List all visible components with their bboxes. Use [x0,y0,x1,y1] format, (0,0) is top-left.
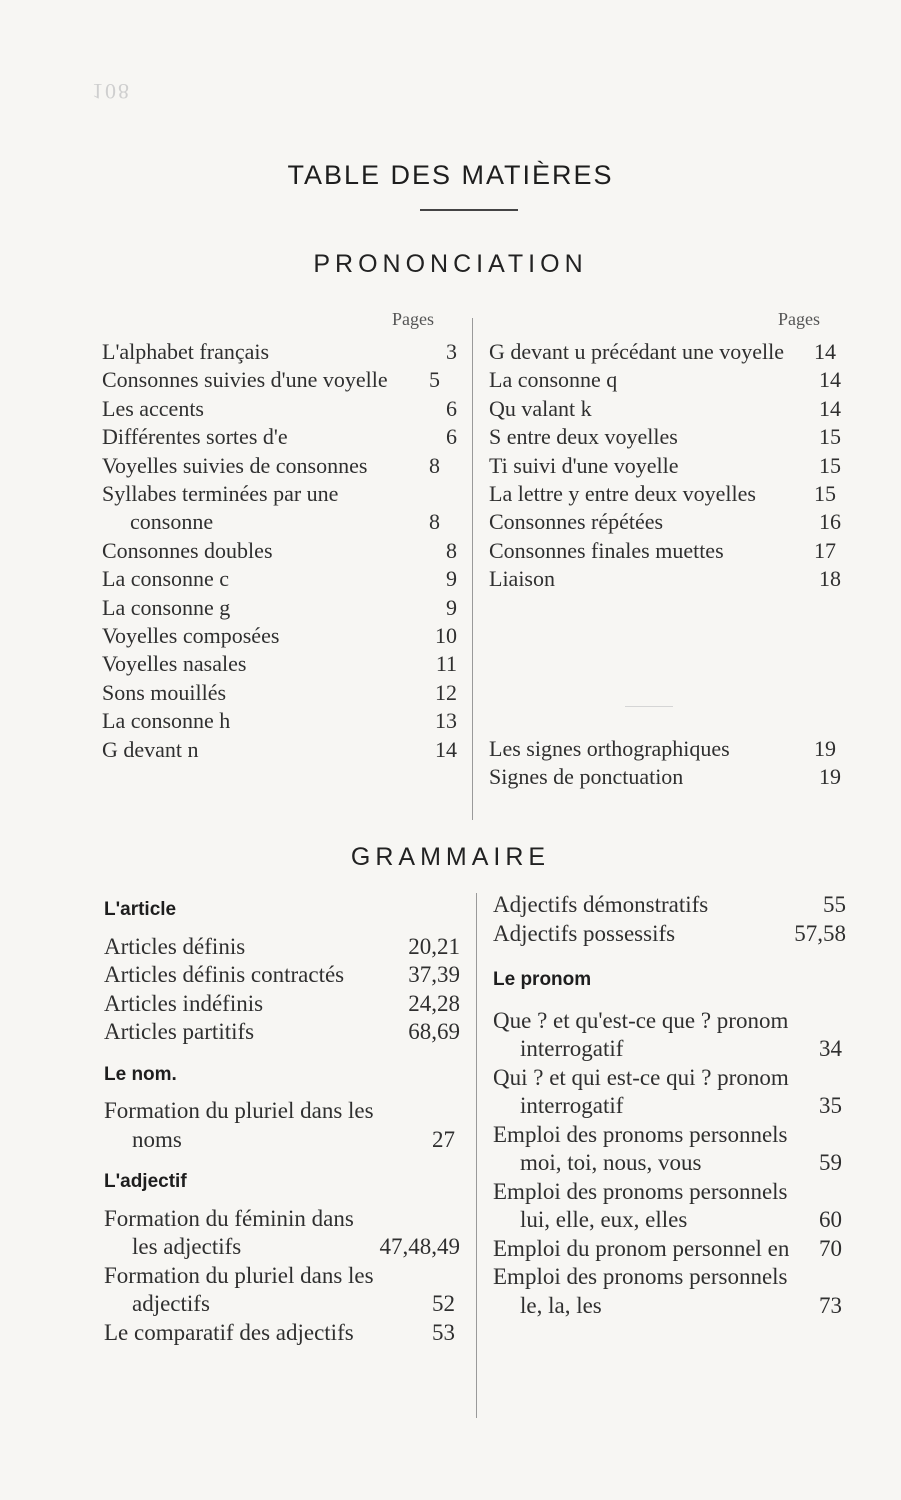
entry-page: 37,39 [408,962,460,987]
entry-label: Que ? et qu'est-ce que ? pronom interrogatif [493,1007,789,1061]
entry-page: 18 [819,566,841,592]
toc-entry[interactable]: Formation du pluriel dans les noms 27 [104,1097,460,1154]
entry-label: L'alphabet français [102,339,270,364]
toc-entry[interactable]: Consonnes suivies d'une voyelle 5 [102,366,457,394]
pronunciation-right-list [489,338,841,594]
toc-entry[interactable]: Le comparatif des adjectifs 53 [104,1319,460,1348]
entry-page: 6 [446,395,457,421]
toc-entry[interactable]: Emploi des pronoms personnels le, la, les 73 [493,1263,846,1320]
toc-entry[interactable] [489,366,841,394]
entry-label: Voyelles composées [102,623,280,649]
pronunciation-right-extra-list [489,735,841,792]
entry-label: Formation du pluriel dans les adjectifs [104,1262,374,1316]
category-heading-pronoun: Le pronom [493,969,592,990]
section-heading-pronunciation: PRONONCIATION [313,250,588,278]
entry-page: 9 [446,566,457,592]
toc-entry[interactable]: Emploi du pronom personnel en 70 [493,1235,846,1264]
toc-entry[interactable] [102,395,457,423]
toc-entry[interactable] [102,537,457,565]
toc-entry[interactable] [489,452,841,480]
entry-label: La consonne h [102,708,231,734]
entry-label: Adjectifs possessifs [493,920,676,946]
entry-label: Le comparatif des adjectifs [104,1319,354,1345]
sub-divider [625,706,673,707]
entry-label: Consonnes finales muettes [489,537,724,563]
toc-entry[interactable] [489,395,841,423]
pages-label-left: Pages [392,309,434,329]
entry-label: Articles définis contractés [104,962,345,987]
entry-label: Ti suivi d'une voyelle [489,452,679,478]
toc-entry[interactable]: Voyelles suivies de consonnes 8 [102,452,457,480]
toc-entry[interactable] [104,961,460,990]
entry-page: 15 [819,424,841,450]
entry-label: Emploi des pronoms personnels le, la, les [493,1264,788,1318]
entry-label: Qui ? et qui est-ce qui ? pronom interrogatif [493,1064,789,1118]
entry-page: 14 [435,736,457,762]
toc-entry[interactable]: La lettre y entre deux voyelles 15 [489,480,841,508]
toc-entry[interactable] [493,920,846,949]
entry-label: Les accents [102,395,204,421]
page-title: TABLE DES MATIÈRES [287,160,614,190]
entry-page: 3 [446,339,457,364]
title-divider [420,209,518,211]
toc-entry[interactable] [493,891,846,920]
toc-entry[interactable] [102,338,457,366]
entry-label: G devant u précédant une voyelle [489,339,785,364]
column-divider-grammar [476,893,477,1418]
toc-entry[interactable] [102,736,457,764]
entry-label: Emploi des pronoms personnels moi, toi, nous, vous [493,1121,788,1175]
toc-entry[interactable]: Que ? et qu'est-ce que ? pronom interrogatif 34 [493,1007,846,1064]
toc-entry[interactable] [489,508,841,536]
entry-label: Adjectifs démonstratifs [493,892,709,917]
entry-label: Emploi du pronom personnel en [493,1235,790,1261]
toc-entry[interactable]: Syllabes terminées par une consonne 8 [102,480,457,537]
toc-entry[interactable] [102,679,457,707]
toc-entry[interactable]: Les signes orthographiques 19 [489,735,841,763]
entry-label: Sons mouillés [102,679,227,705]
entry-page: 57,58 [794,920,846,946]
toc-entry[interactable] [102,594,457,622]
entry-label: La consonne g [102,594,231,620]
entry-page: 11 [435,651,457,677]
entry-page: 15 [819,452,841,478]
entry-label: Différentes sortes d'e [102,424,288,450]
entry-label: Emploi des pronoms personnels lui, elle, eux, elles [493,1178,788,1232]
entry-label: Articles partitifs [104,1019,255,1044]
grammar-left-list [104,896,460,1347]
entry-label: G devant n [102,736,199,762]
toc-entry[interactable] [489,423,841,451]
toc-entry[interactable]: Emploi des pronoms personnels lui, elle, eux, elles 60 [493,1178,846,1235]
entry-label: Formation du féminin dans les adjectifs [104,1205,354,1259]
toc-entry[interactable] [104,1018,460,1047]
entry-label: La consonne c [102,566,230,592]
entry-label: Syllabes terminées par une consonne [102,481,339,535]
toc-entry[interactable] [104,990,460,1019]
entry-page: 14 [819,367,841,393]
entry-label: Consonnes suivies d'une voyelle [102,367,388,393]
toc-entry[interactable] [489,565,841,593]
entry-page: 9 [446,594,457,620]
entry-label: Signes de ponctuation [489,764,684,790]
category-heading-adjective: L'adjectif [104,1171,187,1192]
entry-page: 12 [435,679,457,705]
toc-entry[interactable] [102,622,457,650]
toc-entry[interactable]: G devant u précédant une voyelle 14 [489,338,841,366]
toc-entry[interactable]: Formation du pluriel dans les adjectifs 52 [104,1262,460,1319]
entry-label: La lettre y entre deux voyelles [489,481,756,507]
entry-label: Consonnes doubles [102,537,273,563]
toc-entry[interactable] [104,933,460,962]
entry-label: Articles indéfinis [104,990,264,1016]
toc-entry[interactable]: Qui ? et qui est-ce qui ? pronom interrogatif 35 [493,1064,846,1121]
pronunciation-left-list [102,338,457,764]
entry-page: 47,48,49 [379,1234,460,1259]
category-heading-noun: Le nom. [104,1063,177,1085]
entry-label: Voyelles suivies de consonnes [102,452,368,478]
column-divider-pronunciation [472,318,473,820]
entry-page: 13 [435,708,457,734]
entry-page: 16 [819,509,841,535]
entry-page: 8 [446,537,457,563]
section-heading-grammar: GRAMMAIRE [350,843,551,871]
entry-page: 24,28 [408,990,460,1016]
entry-label: Voyelles nasales [102,651,247,677]
toc-entry[interactable] [102,650,457,678]
toc-entry[interactable] [102,707,457,735]
entry-page: 20,21 [408,933,460,959]
entry-label: Articles définis [104,933,246,959]
entry-label: Liaison [489,566,555,592]
category-heading-article: L'article [104,899,177,920]
entry-label: Qu valant k [489,395,592,421]
entry-label: S entre deux voyelles [489,424,678,450]
entry-page: 10 [435,623,457,649]
entry-page: 6 [446,424,457,450]
entry-page: 14 [819,395,841,421]
grammar-right-list [493,891,846,1320]
toc-entry[interactable]: Consonnes finales muettes 17 [489,537,841,565]
toc-entry[interactable] [489,763,841,791]
page-number: 108 [92,79,131,104]
entry-label: Consonnes répétées [489,509,664,535]
toc-entry[interactable] [104,1205,460,1262]
entry-label: Les signes orthographiques [489,736,730,761]
entry-page: 68,69 [408,1019,460,1044]
entry-page: 55 [823,892,846,917]
entry-label: Formation du pluriel dans les noms [104,1098,374,1152]
pages-label-right: Pages [778,309,820,329]
toc-entry[interactable] [102,565,457,593]
toc-entry[interactable] [102,423,457,451]
entry-label: La consonne q [489,367,618,393]
toc-entry[interactable]: Emploi des pronoms personnels moi, toi, nous, vous 59 [493,1121,846,1178]
entry-page: 19 [819,764,841,790]
